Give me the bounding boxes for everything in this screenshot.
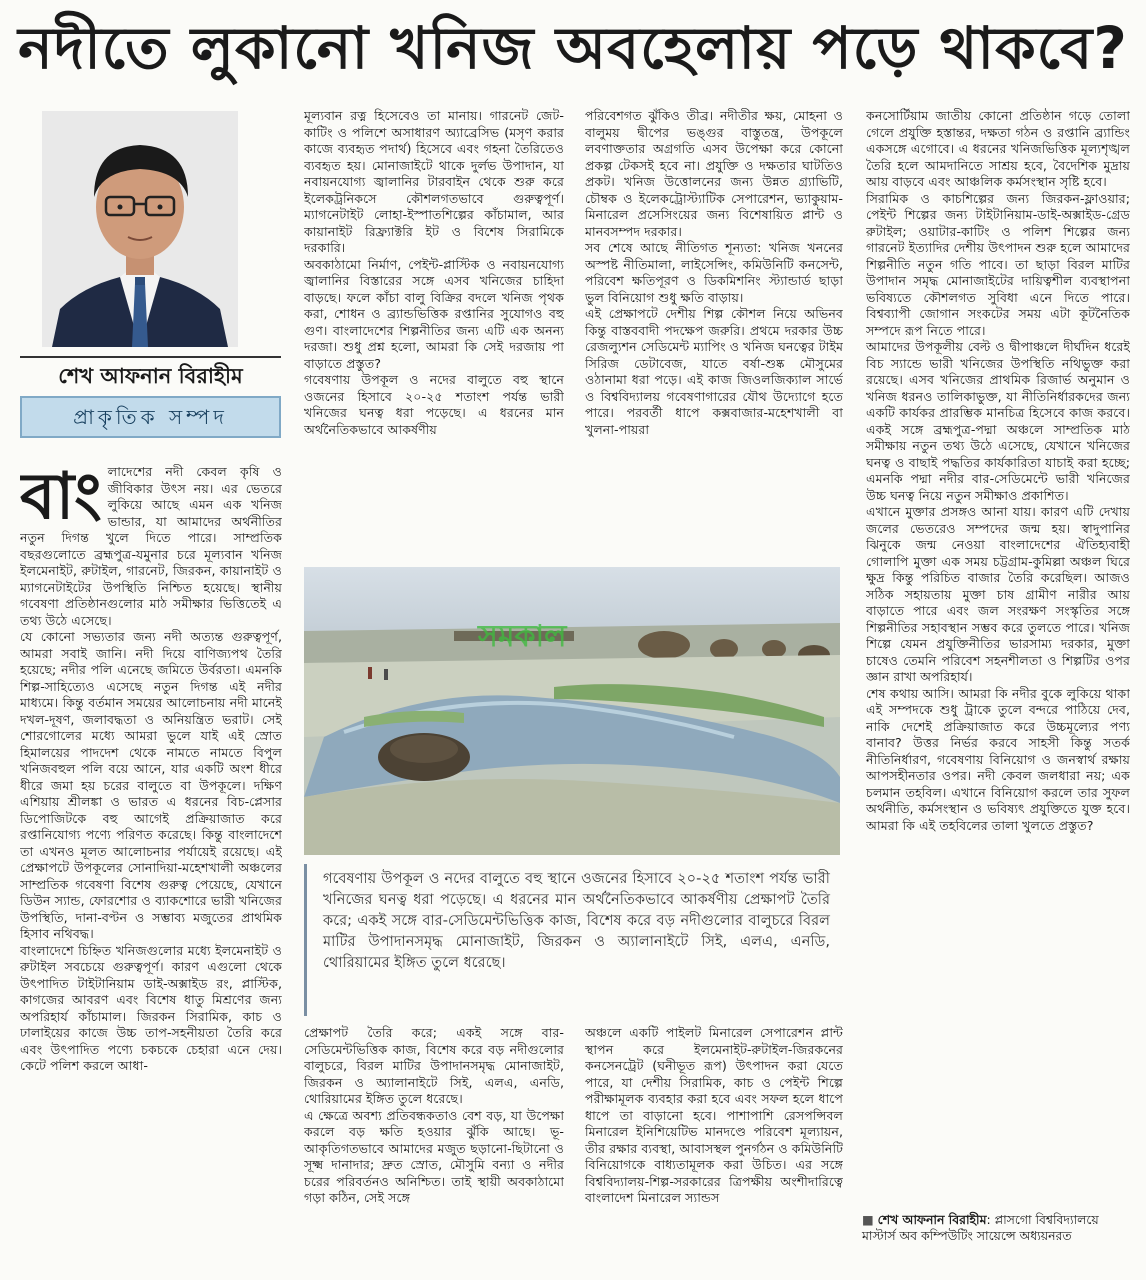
river-landscape-illustration [304,567,840,855]
column-1-paragraph-2: যে কোনো সভ্যতার জন্য নদী অত্যন্ত গুরুত্বপূর্ণ, আমরা সবাই জানি। নদী দিয়ে বাণিজ্যপথ তৈরি হয়েছে; নদীর পলি এনেছে জমিতে উর্বরতা। এমনকি শিল্প-সাহিত্যেও এসেছে নতুন দিগন্ত এই নদীর মাধ্যমে। কিন্তু বর্তমান সময়ের আলোচনায় নদী মানেই দখল-দূষণ, জলাবদ্ধতা ও অনিয়ন্ত্রিত ভরাট। সেই শোরগোলের মধ্যে আমরা ভুলে যাই এই স্রোত হিমালয়ের পাদদেশ থেকে নামতে নামতে বিপুল খনিজবহুল পলি বয়ে আনে, যার একটি অংশ ধীরে ধীরে জমা হয় চরের বালুতে বা উপকূলে। দক্ষিণ এশিয়ায় শ্রীলঙ্কা ও ভারত এ ধরনের বিচ-প্লেসার ডিপোজিটকে বহু আগেই প্রক্রিয়াজাত করে রপ্তানিযোগ্য পণ্যে পরিণত করেছে। কিন্তু বাংলাদেশে তা এখনও মূলত আলোচনার পর্যায়েই রয়েছে। এই প্রেক্ষাপটে উপকূলের সোনাদিয়া-মহেশখালী অঞ্চলের সাম্প্রতিক গবেষণা বিশেষ গুরুত্ব পেয়েছে, যেখানে ডিউন স্যান্ড, ফোরশোর ও ব্যাকশোরে ভারী খনিজের উপস্থিতি, দানা-বণ্টন ও সম্ভাব্য মজুতের প্রাথমিক হিসাব নথিবদ্ধ। [20,629,282,941]
author-photo [42,111,238,347]
column-1 [20,464,282,1272]
dropcap: বাং [20,464,102,534]
column-4-paragraph-3: আমাদের উপকূলীয় বেল্ট ও দ্বীপাঞ্চলে দীর্ঘদিন ধরেই বিচ স্যান্ডে ভারী খনিজের উপস্থিতি নথিভুক্ত করা রয়েছে। এসব খনিজের প্রাথমিক রিজার্ভ অনুমান ও খনিজ ধরনও তালিকাভুক্ত, যা নীতিনির্ধারকদের জন্য একটি কার্যকর প্রারম্ভিক মানচিত্র হিসেবে কাজ করবে। একই সঙ্গে ব্রহ্মপুত্র-পদ্মা অঞ্চলে সাম্প্রতিক মাঠ সমীক্ষায় নতুন তথ্য উঠে এসেছে, যেখানে খনিজের ঘনত্ব ও বাছাই পদ্ধতির কার্যকারিতা যাচাই করা হচ্ছে; এমনকি পদ্মা নদীর বার-সেডিমেন্টে ভারী খনিজের উচ্চ ঘনত্ব নিয়ে নতুন সমীক্ষাও প্রকাশিত। [866,339,1130,503]
column-2-paragraph-3: গবেষণায় উপকূল ও নদের বালুতে বহু স্থানে ওজনের হিসাবে ২০-২৫ শতাংশ পর্যন্ত ভারী খনিজের ঘনত্ব ধরা পড়েছে। এ ধরনের মান অর্থনৈতিকভাবে আকর্ষণীয় [304,372,564,437]
intro-paragraph [20,464,282,629]
signature-name: শেখ আফনান বিরাহীম [877,1212,987,1227]
column-3-paragraph-2: সব শেষে আছে নীতিগত শূন্যতা: খনিজ খননের অস্পষ্ট নীতিমালা, লাইসেন্সিং, কমিউনিটি কনসেন্ট, পরিবেশ ক্ষতিপূরণ ও ডিকমিশনিং স্ট্যান্ডার্ড ছাড়া ভুল বিনিয়োগ শুধু ক্ষতি বাড়ায়। [585,240,843,305]
column-4-paragraph-1: কনসোর্টিয়াম জাতীয় কোনো প্রতিষ্ঠান গড়ে তোলা গেলে প্রযুক্তি হস্তান্তর, দক্ষতা গঠন ও রপ্তানি ব্র্যান্ডিং একসঙ্গে এগোবে। এ ধরনের খনিজভিত্তিক মূল্যশৃঙ্খল তৈরি হলে আমদানিতে সাশ্রয় হবে, বৈদেশিক মুদ্রায় আয় বাড়বে এবং আঞ্চলিক কর্মসংস্থান সৃষ্টি হবে। [866,108,1130,189]
column-3-bottom [585,1025,843,1273]
signature-marker: ■ [862,1212,874,1227]
column-2-paragraph-1: মূল্যবান রত্ন হিসেবেও তা মানায়। গারনেট জেট-কাটিং ও পলিশে অসাধারণ অ্যাব্রেসিভ (মসৃণ করার কাজে ব্যবহৃত পদার্থ) হিসেবে এবং গহনা তৈরিতেও ব্যবহৃত হয়। মোনাজাইটে থাকে দুর্লভ উপাদান, যা নবায়নযোগ্য জ্বালানির টারবাইন থেকে শুরু করে ইলেকট্রনিকসে কৌশলগতভাবে গুরুত্বপূর্ণ। ম্যাগনেটাইট লোহা-ইস্পাতশিল্পের কাঁচামাল, আর কায়ানাইট রিফ্র্যাক্টরি ইট ও বিশেষ সিরামিকে দরকারি। [304,108,564,255]
author-name: শেখ আফনান বিরাহীম [20,356,281,394]
author-signature: ■ শেখ আফনান বিরাহীম: প্লাসগো বিশ্ববিদ্যালয়ে মাস্টার্স অব কম্পিউটিং সায়েন্সে অধ্যয়নরত [862,1212,1099,1243]
column-2-bottom-paragraph-2: এ ক্ষেত্রে অবশ্য প্রতিবন্ধকতাও বেশ বড়, যা উপেক্ষা করলে বড় ক্ষতি হওয়ার ঝুঁকি আছে। ভূ-আকৃতিগতভাবে আমাদের মজুত ছড়ানো-ছিটানো ও সূক্ষ্ম দানাদার; দ্রুত স্রোত, মৌসুমি বন্যা ও নদীর চরের পরিবর্তনও অনিশ্চিত। তাই স্থায়ী অবকাঠামো গড়া কঠিন, সেই সঙ্গে [304,1107,564,1205]
column-3-bottom-paragraph-1: অঞ্চলে একটি পাইলট মিনারেল সেপারেশন প্লান্ট স্থাপন করে ইলমেনাইট-রুটাইল-জিরকনের কনসেনট্রেট (ঘনীভূত রূপ) উৎপাদন করা যেতে পারে, যা দেশীয় সিরামিক, কাচ ও পেইন্ট শিল্পে পরীক্ষামূলক ব্যবহার করা হবে এবং সফল হলে ধাপে ধাপে তা বাড়ানো হবে। পাশাপাশি রেসপন্সিবল মিনারেল ইনিশিয়েটিভ মানদণ্ডে পরিবেশ মূল্যায়ন, তীর রক্ষার ব্যবস্থা, আবাসস্থল পুনর্গঠন ও কমিউনিটি বিনিয়োগকে বাধ্যতামূলক করা উচিত। এর সঙ্গে বিশ্ববিদ্যালয়-শিল্প-সরকারের ত্রিপক্ষীয় অংশীদারিত্বে বাংলাদেশ মিনারেল স্যান্ডস [585,1025,843,1205]
column-2-top [304,108,564,558]
author-portrait-illustration [42,111,238,347]
column-2-paragraph-2: অবকাঠামো নির্মাণ, পেইন্ট-প্লাস্টিক ও নবায়নযোগ্য জ্বালানির বিস্তারের সঙ্গে এসব খনিজের চাহিদা বাড়ছে। ফলে কাঁচা বালু বিক্রির বদলে খনিজ পৃথক করা, শোধন ও ব্র্যান্ডভিত্তিক রপ্তানির সুযোগও বহু গুণ। বাংলাদেশের শিল্পনীতির জন্য এটি এক অনন্য দরজা। শুধু প্রশ্ন হলো, আমরা কি সেই দরজায় পা বাড়াতে প্রস্তুত? [304,256,564,371]
headline: নদীতে লুকানো খনিজ অবহেলায় পড়ে থাকবে? [18,14,1128,82]
column-3-paragraph-3: এই প্রেক্ষাপটে দেশীয় শিল্প কৌশল নিয়ে অভিনব কিন্তু বাস্তববাদী পদক্ষেপ জরুরি। প্রথমে দরকার উচ্চ রেজল্যুশন সেডিমেন্ট ম্যাপিং ও খনিজ ঘনত্বের টাইম সিরিজ ডেটাবেজ, যাতে বর্ষা-শুষ্ক মৌসুমের ওঠানামা ধরা পড়ে। এই কাজ জিওলজিক্যাল সার্ভে ও বিশ্ববিদ্যালয় গবেষণাগারের যৌথ উদ্যোগে হতে পারে। পরবর্তী ধাপে কক্সবাজার-মহেশখালী বা খুলনা-পায়রা [585,306,843,437]
column-2-bottom [304,1025,564,1273]
section-label: প্রাকৃতিক সম্পদ [20,396,281,438]
photo-watermark: সমকাল [478,619,567,654]
photo-caption: গবেষণায় উপকূল ও নদের বালুতে বহু স্থানে ওজনের হিসাবে ২০-২৫ শতাংশ পর্যন্ত ভারী খনিজের ঘনত্ব ধরা পড়েছে। এ ধরনের মান অর্থনৈতিকভাবে আকর্ষণীয় প্রেক্ষাপট তৈরি করে; একই সঙ্গে বার-সেডিমেন্টভিত্তিক কাজ, বিশেষ করে বড় নদীগুলোর বালুচরে বিরল মাটির উপাদানসমৃদ্ধ মোনাজাইট, জিরকন ও অ্যালানাইটে সিই, এলএ, এনডি, থোরিয়ামের ইঙ্গিত তুলে ধরেছে। [304,864,840,1016]
column-1-paragraph-3: বাংলাদেশে চিহ্নিত খনিজগুলোর মধ্যে ইলমেনাইট ও রুটাইল সবচেয়ে গুরুত্বপূর্ণ। কারণ এগুলো থেকে উৎপাদিত টাইটানিয়াম ডাই-অক্সাইড রং, প্লাস্টিক, কাগজের আবরণ এবং বিশেষ ধাতু মিশ্রণের জন্য অপরিহার্য কাঁচামাল। জিরকন সিরামিক, কাচ ও ঢালাইয়ের কাজে উচ্চ তাপ-সহনীয়তা তৈরি করে এবং উৎপাদিত পণ্যে চকচকে চেহারা এনে দেয়। কেটে পলিশ করলে আধা- [20,942,282,1073]
column-4-paragraph-2: সিরামিক ও কাচশিল্পের জন্য জিরকন-ফ্লাওয়ার; পেইন্ট শিল্পের জন্য টাইটানিয়াম-ডাই-অক্সাইড-গ্রেড রুটাইল; ওয়াটার-কাটিং ও পলিশ শিল্পের জন্য গারনেট ইত্যাদির দেশীয় উৎপাদন শুরু হলে আমাদের শিল্পনীতি নতুন গতি পাবে। তা ছাড়া বিরল মাটির উপাদান সমৃদ্ধ মোনাজাইটের দায়িত্বশীল ব্যবস্থাপনা ভবিষ্যতে কৌশলগত সুবিধা এনে দিতে পারে। বিশ্বব্যাপী জোগান সংকটের সময় এটা কূটনৈতিক সম্পদে রূপ নিতে পারে। [866,190,1130,338]
column-3-paragraph-1: পরিবেশগত ঝুঁকিও তীব্র। নদীতীর ক্ষয়, মোহনা ও বালুময় দ্বীপের ভঙ্গুর বাস্তুতন্ত্র, উপকূলে লবণাক্ততার অগ্রগতি এসব উপেক্ষা করে কোনো প্রকল্প টেকসই হবে না। প্রযুক্তি ও দক্ষতার ঘাটতিও প্রকট। খনিজ উত্তোলনের জন্য উন্নত গ্র্যাভিটি, চৌম্বক ও ইলেকট্রোস্ট্যাটিক সেপারেশন, ভ্যাকুয়াম-মিনারেল প্রসেসিংয়ের জন্য বিশেষায়িত প্লান্ট ও মানবসম্পদ দরকার। [585,108,843,239]
column-4-paragraph-4: এখানে মুক্তার প্রসঙ্গও আনা যায়। কারণ এটি দেখায় জলের ভেতরেও সম্পদের জন্ম হয়। স্বাদুপানির ঝিনুকে জন্ম নেওয়া বাংলাদেশের ঐতিহ্যবাহী গোলাপি মুক্তা এক সময় চট্টগ্রাম-কুমিল্লা অঞ্চল ঘিরে ক্ষুদ্র কিন্তু পরিচিত বাজার তৈরি করেছিল। আজও সঠিক সহায়তায় মুক্তা চাষ গ্রামীণ নারীর আয় বাড়াতে পারে এবং জল সংরক্ষণ সংস্কৃতির সঙ্গে শিল্পনীতির সহাবস্থান সম্ভব করে তুলতে পারে। খনিজ শিল্পে যেমন প্রযুক্তিনীতির ভারসাম্য দরকার, মুক্তা চাষেও তেমনি পরিবেশ সহনশীলতা ও শিল্পটির ওপর জ্ঞান রাখা অপরিহার্য। [866,504,1130,684]
intro-text: লাদেশের নদী কেবল কৃষি ও জীবিকার উৎস নয়। এর ভেতরে লুকিয়ে আছে এমন এক খনিজ ভান্ডার, যা আমাদের অর্থনীতির নতুন দিগন্ত খুলে দিতে পারে। সাম্প্রতিক বছরগুলোতে ব্রহ্মপুত্র-যমুনার চরে মূল্যবান খনিজ ইলমেনাইট, রুটাইল, গারনেট, জিরকন, কায়ানাইট ও ম্যাগনেটাইটের উপস্থিতি নিশ্চিত হয়েছে। স্থানীয় গবেষণা প্রতিষ্ঠানগুলোর মাঠ সমীক্ষার ভিত্তিতেই এ তথ্য উঠে এসেছে। [20,464,282,628]
signature-bio: প্লাসগো বিশ্ববিদ্যালয়ে মাস্টার্স অব কম্পিউটিং সায়েন্সে অধ্যয়নরত [862,1212,1099,1243]
column-4 [866,108,1130,1200]
column-4-paragraph-5: শেষ কথায় আসি। আমরা কি নদীর বুকে লুকিয়ে থাকা এই সম্পদকে শুধু ট্রাকে তুলে বন্দরে পাঠিয়ে দেব, নাকি দেশেই প্রক্রিয়াজাত করে উচ্চমূল্যের পণ্য বানাব? উত্তর নির্ভর করবে সাহসী কিন্তু সতর্ক নীতিনির্ধারণ, গবেষণায় বিনিয়োগ ও জনস্বার্থ রক্ষায় আপসহীনতার ওপর। নদী কেবল জলধারা নয়; এক চলমান তহবিল। এখানে বিনিয়োগ করলে তার সুফল অর্থনীতি, কর্মসংস্থান ও ভবিষ্যৎ প্রযুক্তিতে যুক্ত হবে। আমরা কি এই তহবিলের তালা খুলতে প্রস্তুত? [866,685,1130,833]
river-photo [304,567,840,855]
column-2-bottom-paragraph-1: প্রেক্ষাপট তৈরি করে; একই সঙ্গে বার-সেডিমেন্টভিত্তিক কাজ, বিশেষ করে বড় নদীগুলোর বালুচরে, বিরল মাটির উপাদানসমৃদ্ধ মোনাজাইট, জিরকন ও অ্যালানাইটে সিই, এলএ, এনডি, থোরিয়ামের ইঙ্গিত তুলে ধরেছে। [304,1025,564,1106]
column-3-top [585,108,843,558]
